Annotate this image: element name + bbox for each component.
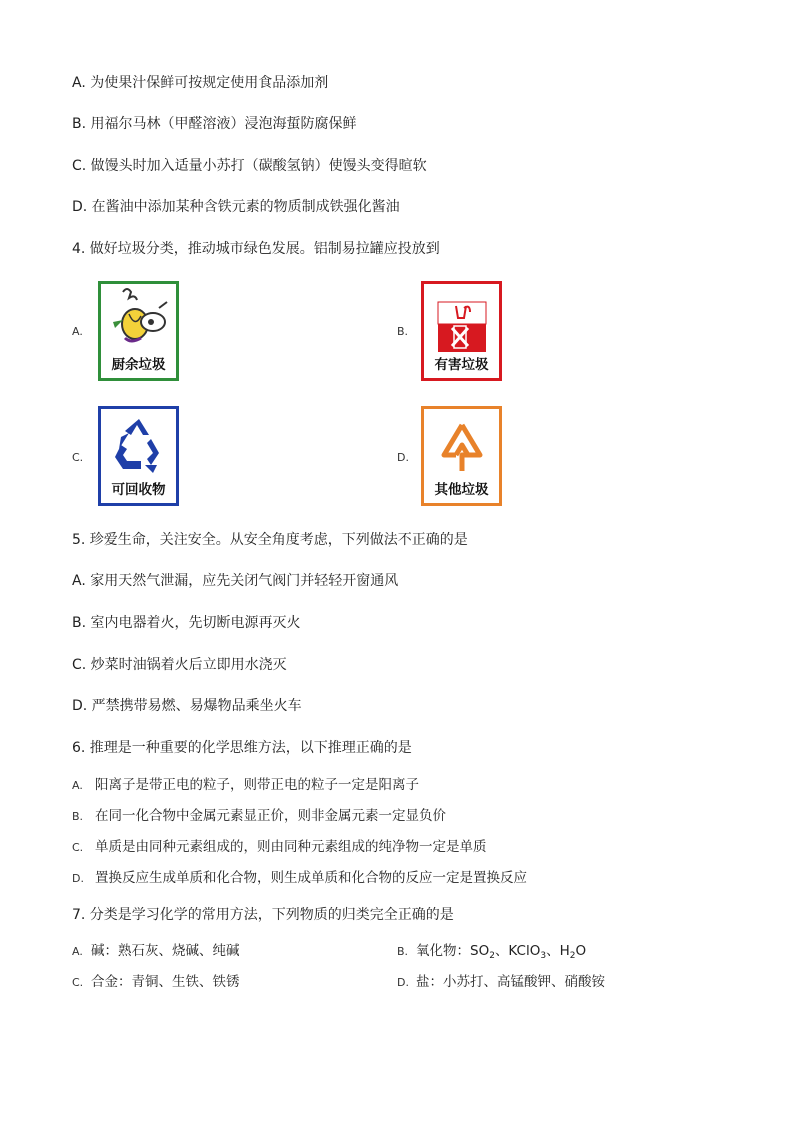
q7-option-b-text: 氧化物：$SO_2$、KClO$_3$、$H_2O$ (416, 943, 587, 961)
q5-stem: 5. 珍爱生命，关注安全。从安全角度考虑，下列做法不正确的是 (72, 532, 468, 548)
q4-option-d-letter: D. (397, 451, 409, 464)
q7-option-d-letter: D. (397, 976, 409, 989)
bin-caption: 可回收物 (111, 482, 166, 498)
q7-stem: 7. 分类是学习化学的常用方法，下列物质的归类完全正确的是 (72, 907, 454, 923)
q6-option-d-text: 置换反应生成单质和化合物，则生成单质和化合物的反应一定是置换反应 (95, 870, 527, 886)
hazardous-waste-bin (421, 281, 502, 381)
q5-option-c: C. 炒菜时油锅着火后立即用水浇灭 (72, 657, 287, 673)
q7-option-c-letter: C. (72, 976, 84, 989)
recyclable-bin (98, 406, 179, 506)
q7-option-b-letter: B. (397, 945, 409, 958)
q3-option-d: D. 在酱油中添加某种含铁元素的物质制成铁强化酱油 (72, 199, 400, 215)
bin-caption: 其他垃圾 (434, 482, 489, 498)
q7-option-a-text: 碱：熟石灰、烧碱、纯碱 (91, 943, 240, 959)
q7-option-d-text: 盐：小苏打、高锰酸钾、硝酸铵 (416, 974, 605, 990)
food-waste-icon (101, 284, 176, 356)
q6-option-a-letter: A. (72, 779, 83, 792)
q7-option-c-text: 合金：青铜、生铁、铁锈 (91, 974, 240, 990)
q6-stem: 6. 推理是一种重要的化学思维方法，以下推理正确的是 (72, 740, 412, 756)
q5-option-a: A. 家用天然气泄漏，应先关闭气阀门并轻轻开窗通风 (72, 573, 399, 589)
q4-stem: 4. 做好垃圾分类，推动城市绿色发展。铝制易拉罐应投放到 (72, 241, 440, 257)
q6-option-d-letter: D. (72, 872, 84, 885)
q3-option-b: B. 用福尔马林（甲醛溶液）浸泡海蜇防腐保鲜 (72, 116, 357, 132)
food-waste-bin (98, 281, 179, 381)
bin-caption: 厨余垃圾 (111, 357, 166, 373)
q3-option-a: A. 为使果汁保鲜可按规定使用食品添加剂 (72, 75, 329, 91)
other-waste-bin (421, 406, 502, 506)
q6-option-b-letter: B. (72, 810, 84, 823)
q3-option-c: C. 做馒头时加入适量小苏打（碳酸氢钠）使馒头变得暄软 (72, 158, 427, 174)
q6-option-c-text: 单质是由同种元素组成的，则由同种元素组成的纯净物一定是单质 (95, 839, 487, 855)
recycle-icon (101, 409, 176, 481)
q7-option-a-letter: A. (72, 945, 83, 958)
bin-caption: 有害垃圾 (434, 357, 489, 373)
q5-option-b: B. 室内电器着火，先切断电源再灭火 (72, 615, 301, 631)
q5-option-d: D. 严禁携带易燃、易爆物品乘坐火车 (72, 698, 302, 714)
hazardous-waste-icon (424, 284, 499, 356)
q6-option-b-text: 在同一化合物中金属元素显正价，则非金属元素一定显负价 (95, 808, 446, 824)
q4-option-a-letter: A. (72, 325, 83, 338)
other-waste-icon (424, 409, 499, 481)
q6-option-c-letter: C. (72, 841, 84, 854)
q4-option-b-letter: B. (397, 325, 409, 338)
q6-option-a-text: 阳离子是带正电的粒子，则带正电的粒子一定是阳离子 (95, 777, 419, 793)
q4-option-c-letter: C. (72, 451, 84, 464)
